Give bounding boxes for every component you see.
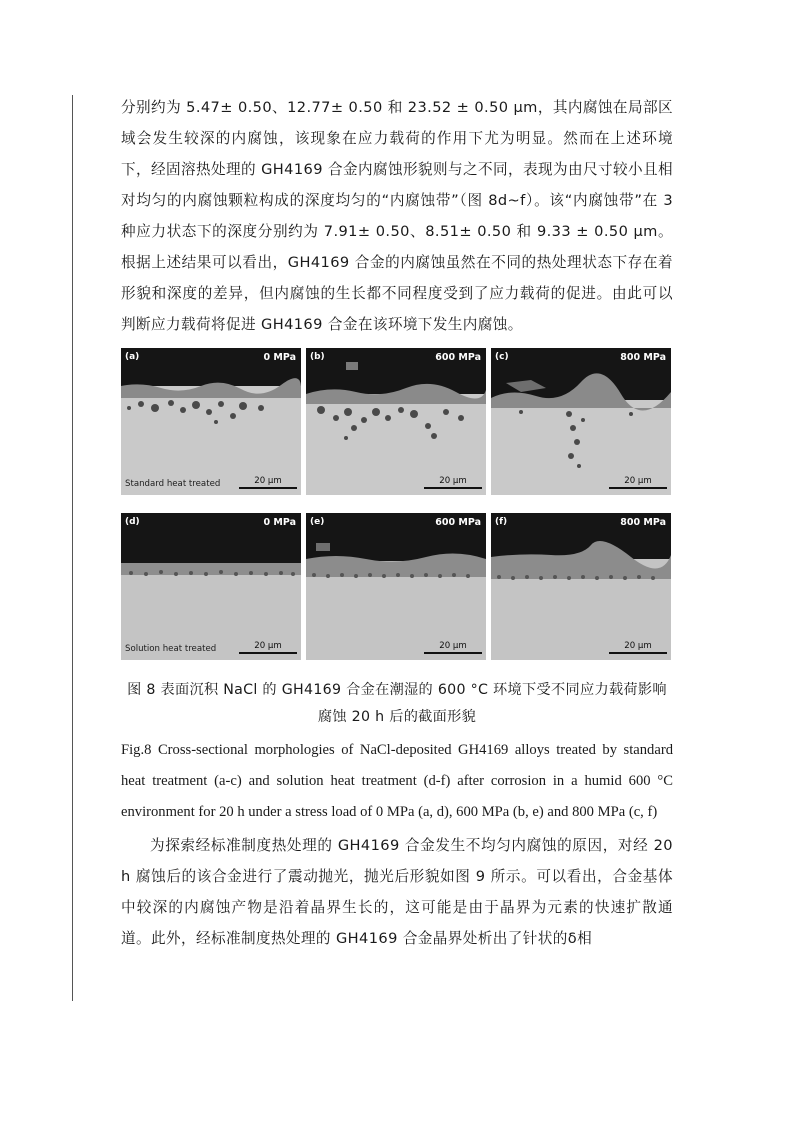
intro-paragraph: 分别约为 5.47± 0.50、12.77± 0.50 和 23.52 ± 0.50 μm，其内腐蚀在局部区域会发生较深的内腐蚀，该现象在应力载荷的作用下尤为明显。然而在上述环境下，经固溶热处理的 GH4169 合金内腐蚀形貌则与之不同，表现为由尺寸较小且相对均匀的内腐蚀颗粒构成的深度均匀的“内腐蚀带”（图 8d~f）。该“内腐蚀带”在 3 种应力状态下的深度分别约为 7.91± 0.50、8.51± 0.50 和 9.33 ± 0.50 μm。根据上述结果可以看出，GH4169 合金的内腐蚀虽然在不同的热处理状态下存在着形貌和深度的差异，但内腐蚀的生长都不同程度受到了应力载荷的促进。由此可以判断应力载荷将促进 GH4169 合金在该环境下发生内腐蚀。 [121,99,673,333]
panel-label: (a) [125,352,140,362]
next-paragraph: 为探索经标准制度热处理的 GH4169 合金发生不均匀内腐蚀的原因，对经 20 h 腐蚀后的该合金进行了震动抛光，抛光后形貌如图 9 所示。可以看出，合金基体中较深的内腐蚀产物是沿着晶界生长的，这可能是由于晶界为元素的快速扩散通道。此外，经标准制度热处理的 GH4169 合金晶界处析出了针状的δ相 [121,837,673,947]
figure-caption-chinese: 图 8 表面沉积 NaCl 的 GH4169 合金在潮湿的 600 °C 环境下受不同应力载荷影响腐蚀 20 h 后的截面形貌 [127,682,667,725]
panel-c-micrograph [491,348,671,495]
panel-label: (b) [310,352,325,362]
panel-a-micrograph [121,348,301,495]
stress-label: 0 MPa [263,517,296,528]
stress-label: 600 MPa [435,352,481,363]
panel-e-micrograph [306,513,486,660]
scale-bar [609,641,667,654]
figure-8 [121,348,673,661]
scale-text: 20 μm [439,641,467,651]
panel-d-micrograph [121,513,301,660]
panel-label: (f) [495,517,508,527]
condition-label: Solution heat treated [125,644,217,654]
stress-label: 800 MPa [620,517,666,528]
panel-label: (e) [310,517,325,527]
scale-text: 20 μm [624,476,652,486]
panel-f-micrograph [491,513,671,660]
panel-label: (c) [495,352,509,362]
condition-label: Standard heat treated [125,479,221,489]
scale-text: 20 μm [254,476,282,486]
panel-label: (d) [125,517,140,527]
scale-text: 20 μm [624,641,652,651]
caption-english-text: Fig.8 Cross-sectional morphologies of NaCl-deposited GH4169 alloys treated by standard heat treatment (a-c) and solution heat treatment (d-f) after corrosion in a humid 600 °C environment for 20 h under a stress load of 0 MPa (a, d), 600 MPa (b, e) and 800 MPa (c, f) [121,742,673,820]
stress-label: 800 MPa [620,352,666,363]
page-content [121,92,673,954]
scale-bar [424,476,482,489]
stress-label: 600 MPa [435,517,481,528]
figure-caption-english [121,735,673,828]
scale-bar [609,476,667,489]
scale-bar [239,476,297,489]
page-margin-line [72,95,73,1001]
scale-bar [239,641,297,654]
scale-text: 20 μm [254,641,282,651]
scale-text: 20 μm [439,476,467,486]
scale-bar [424,641,482,654]
stress-label: 0 MPa [263,352,296,363]
panel-b-micrograph [306,348,486,495]
